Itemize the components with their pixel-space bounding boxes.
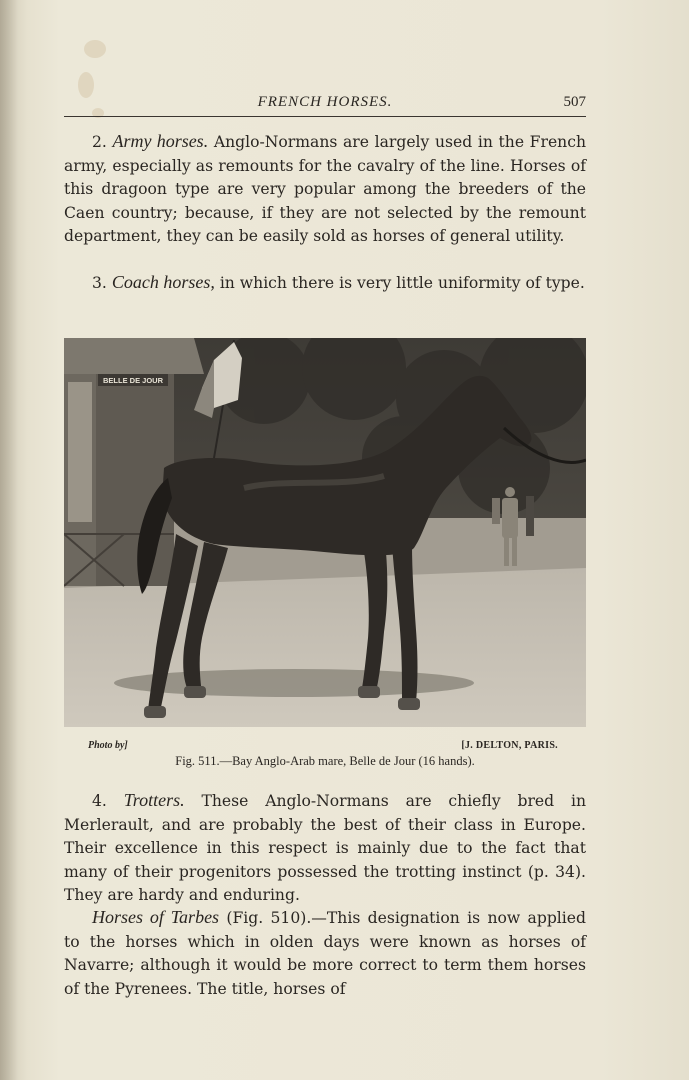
horse-photograph: [64, 338, 586, 727]
item-number: 3.: [92, 274, 107, 292]
paragraph-text: in which there is very little uniformity of type.: [214, 274, 585, 292]
item-number: 4.: [92, 792, 107, 810]
item-number: 2.: [92, 133, 107, 151]
paragraph-title: Coach horses,: [111, 272, 215, 292]
paper-stain: [84, 40, 106, 58]
paragraph-title: Trotters.: [123, 790, 185, 810]
paragraph-text: Anglo-Normans are largely used in the French army, especially as remounts for the cavalry of the line. Horses of this dragoon type are very popular among the breeders of the Caen country; because, if they are not selected by the remount department, they can be easily sold as horses of general utility.: [64, 133, 586, 245]
page-header: [64, 94, 586, 117]
figure-caption: Fig. 511.—Bay Anglo-Arab mare, Belle de Jour (16 hands).: [175, 754, 475, 768]
paragraph-coach-horses: [64, 271, 586, 296]
paragraph-trotters: [64, 789, 586, 908]
paragraph-horses-of-tarbes: [64, 906, 586, 1001]
paragraph-text: (Fig. 510).—This designation is now applied to the horses which in olden days were known as horses of Navarre; although it would be more correct to term them horses of the Pyrenees. The title, horses of: [64, 909, 586, 998]
photo-credit-label: Photo by]: [88, 740, 128, 751]
paragraph-army-horses: [64, 130, 586, 249]
paragraph-title: Horses of Tarbes: [92, 907, 220, 927]
paragraph-title: Army horses.: [112, 131, 209, 151]
running-head: FRENCH HORSES.: [257, 94, 393, 110]
page-gutter-shadow: [0, 0, 18, 1080]
paragraph-text: These Anglo-Normans are chiefly bred in Merlerault, and are probably the best of their class in Europe. Their excellence in this respect is mainly due to the fact that many of their progenitors possessed the trotting instinct (p. 34). They are hardy and enduring.: [64, 792, 586, 904]
page-number: 507: [563, 94, 586, 110]
photographer-credit: [J. DELTON, PARIS.: [461, 740, 558, 751]
stable-sign: BELLE DE JOUR: [102, 376, 164, 385]
